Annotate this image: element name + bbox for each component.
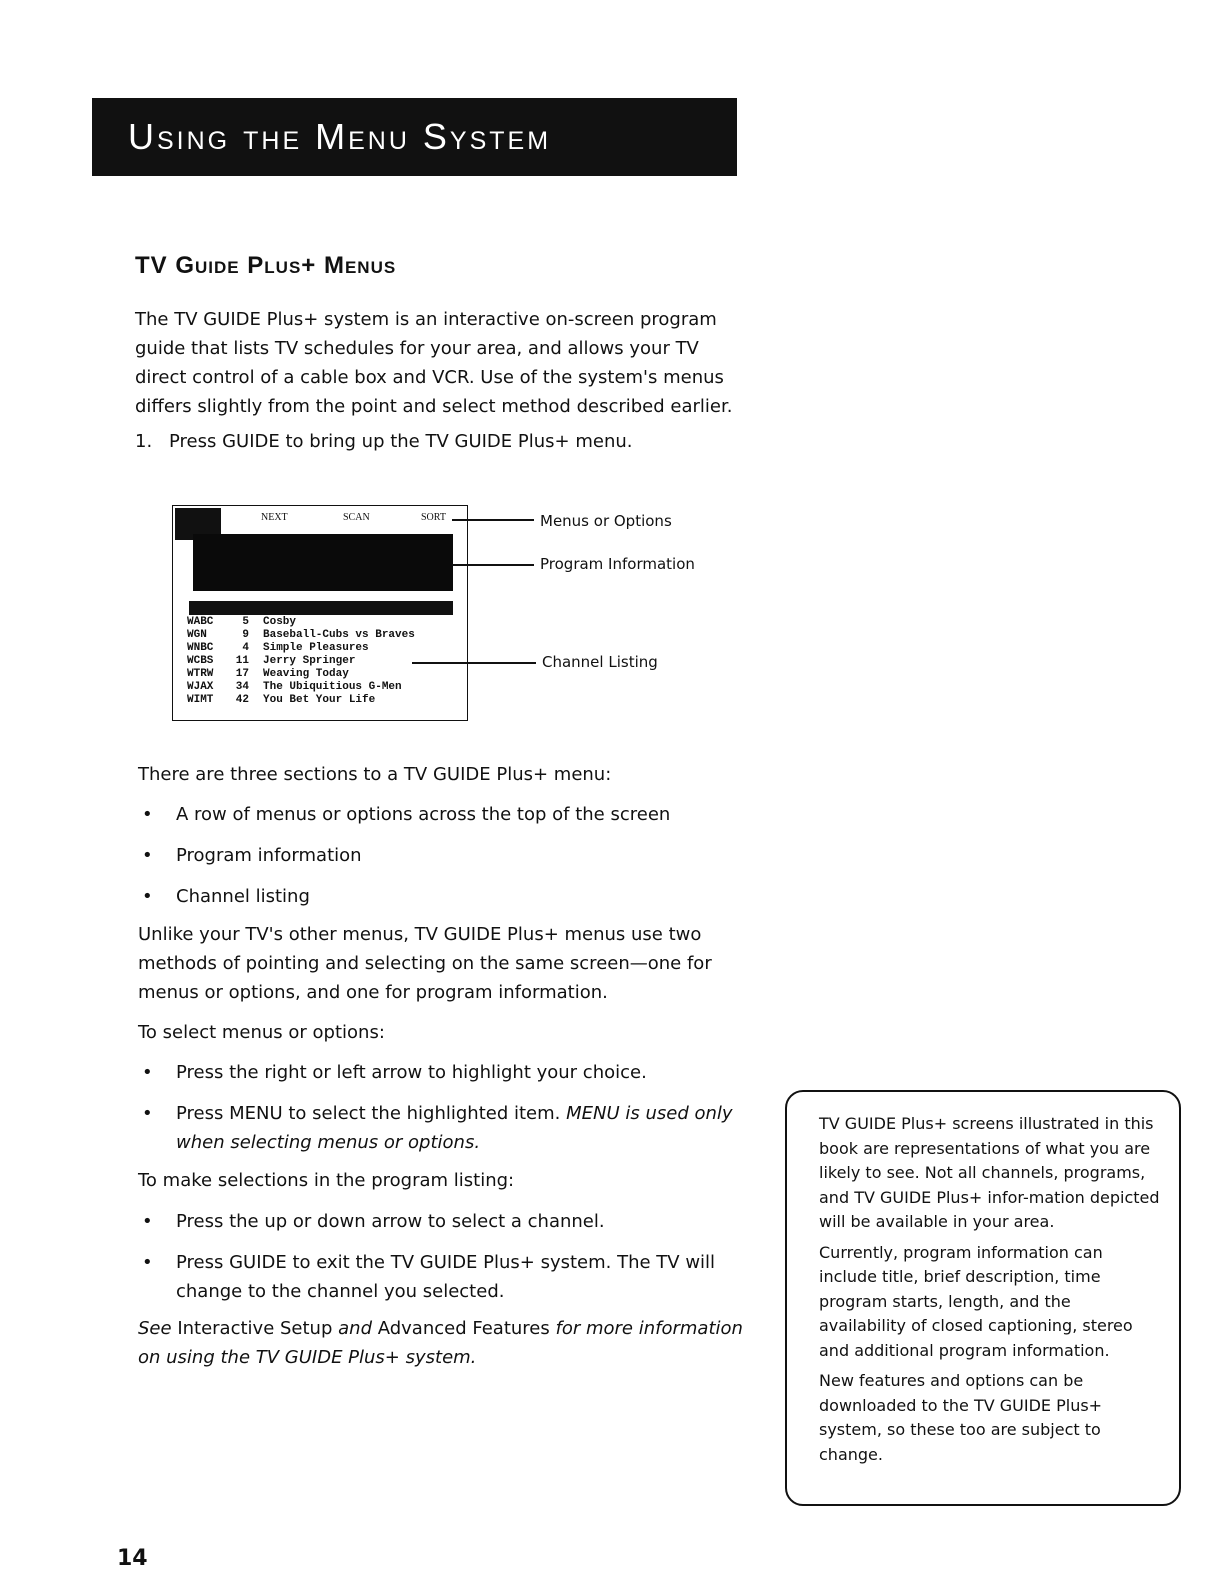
step-text: Press GUIDE to bring up the TV GUIDE Plus+ menu. [169, 431, 633, 452]
section-title: TV Guide Plus+ Menus [135, 252, 397, 279]
menu-sort: SORT [421, 512, 446, 523]
list-item: • Press the right or left arrow to highlight your choice. [142, 1062, 647, 1083]
select-menus-label: To select menus or options: [138, 1022, 385, 1043]
note-paragraph: Currently, program information can include title, brief description, time program starts, length, and the availability of closed captioning, stereo and additional program information. [819, 1242, 1133, 1360]
select-program-label: To make selections in the program listing: [138, 1170, 515, 1191]
note-box [785, 1090, 1181, 1506]
channel-row: WABC 5 Cosby [187, 616, 297, 628]
see-also: See Interactive Setup and Advanced Features for more information on using the TV GUIDE Plus+ system. [138, 1318, 743, 1368]
chapter-title: Using the Menu System [128, 116, 552, 157]
menu-next: NEXT [261, 512, 288, 523]
channel-row: WNBC 4 Simple Pleasures [187, 642, 369, 654]
list-item: • A row of menus or options across the top of the screen [142, 804, 671, 825]
channel-list [187, 616, 415, 707]
channel-row: WGN 9 Baseball-Cubs vs Braves [187, 629, 415, 641]
tv-guide-screen-diagram [172, 505, 468, 721]
callout-line-menus [452, 519, 534, 521]
select-menus-list [138, 1058, 738, 1157]
callout-line-program [452, 564, 534, 566]
note-paragraph: TV GUIDE Plus+ screens illustrated in this book are representations of what you are likely to see. Not all channels, programs, and TV GUIDE Plus+ infor-mation depicted will be available in your area. [819, 1114, 1160, 1231]
menu-scan: SCAN [343, 512, 370, 523]
channel-row: WCBS 11 Jerry Springer [187, 655, 356, 667]
channel-row: WJAX 34 The Ubiquitious G-Men [187, 681, 402, 693]
sections-list [138, 800, 758, 911]
callout-line-channel [412, 662, 536, 664]
list-item: • Press the up or down arrow to select a channel. [142, 1211, 605, 1232]
chapter-banner [92, 98, 737, 176]
callout-program: Program Information [540, 555, 695, 573]
channel-row: WIMT 42 You Bet Your Life [187, 694, 376, 706]
list-item: • Channel listing [142, 886, 310, 907]
highlight-bar [189, 601, 453, 615]
sections-intro: There are three sections to a TV GUIDE Plus+ menu: [138, 764, 612, 785]
channel-row: WTRW 17 Weaving Today [187, 668, 349, 680]
list-item: • Press MENU to select the highlighted item. MENU is used only when selecting menus or options. [142, 1103, 733, 1153]
callout-menus: Menus or Options [540, 512, 672, 530]
list-item: • Press GUIDE to exit the TV GUIDE Plus+ system. The TV will change to the channel you selected. [142, 1252, 716, 1302]
select-program-list [138, 1207, 738, 1306]
callout-channel: Channel Listing [542, 653, 658, 671]
intro-paragraph: The TV GUIDE Plus+ system is an interactive on-screen program guide that lists TV schedules for your area, and allows your TV direct control of a cable box and VCR. Use of the system's menus differs slightly from the point and select method described earlier. [135, 309, 733, 417]
note-paragraph: New features and options can be downloaded to the TV GUIDE Plus+ system, so these too are subject to change. [819, 1371, 1103, 1464]
page-number: 14 [117, 1546, 148, 1571]
step-number: 1. [135, 431, 153, 452]
list-item: • Program information [142, 845, 362, 866]
unlike-paragraph: Unlike your TV's other menus, TV GUIDE Plus+ menus use two methods of pointing and selecting on the same screen—one for menus or options, and one for program information. [138, 924, 712, 1003]
step-1 [135, 431, 632, 452]
program-info-area [193, 534, 453, 591]
